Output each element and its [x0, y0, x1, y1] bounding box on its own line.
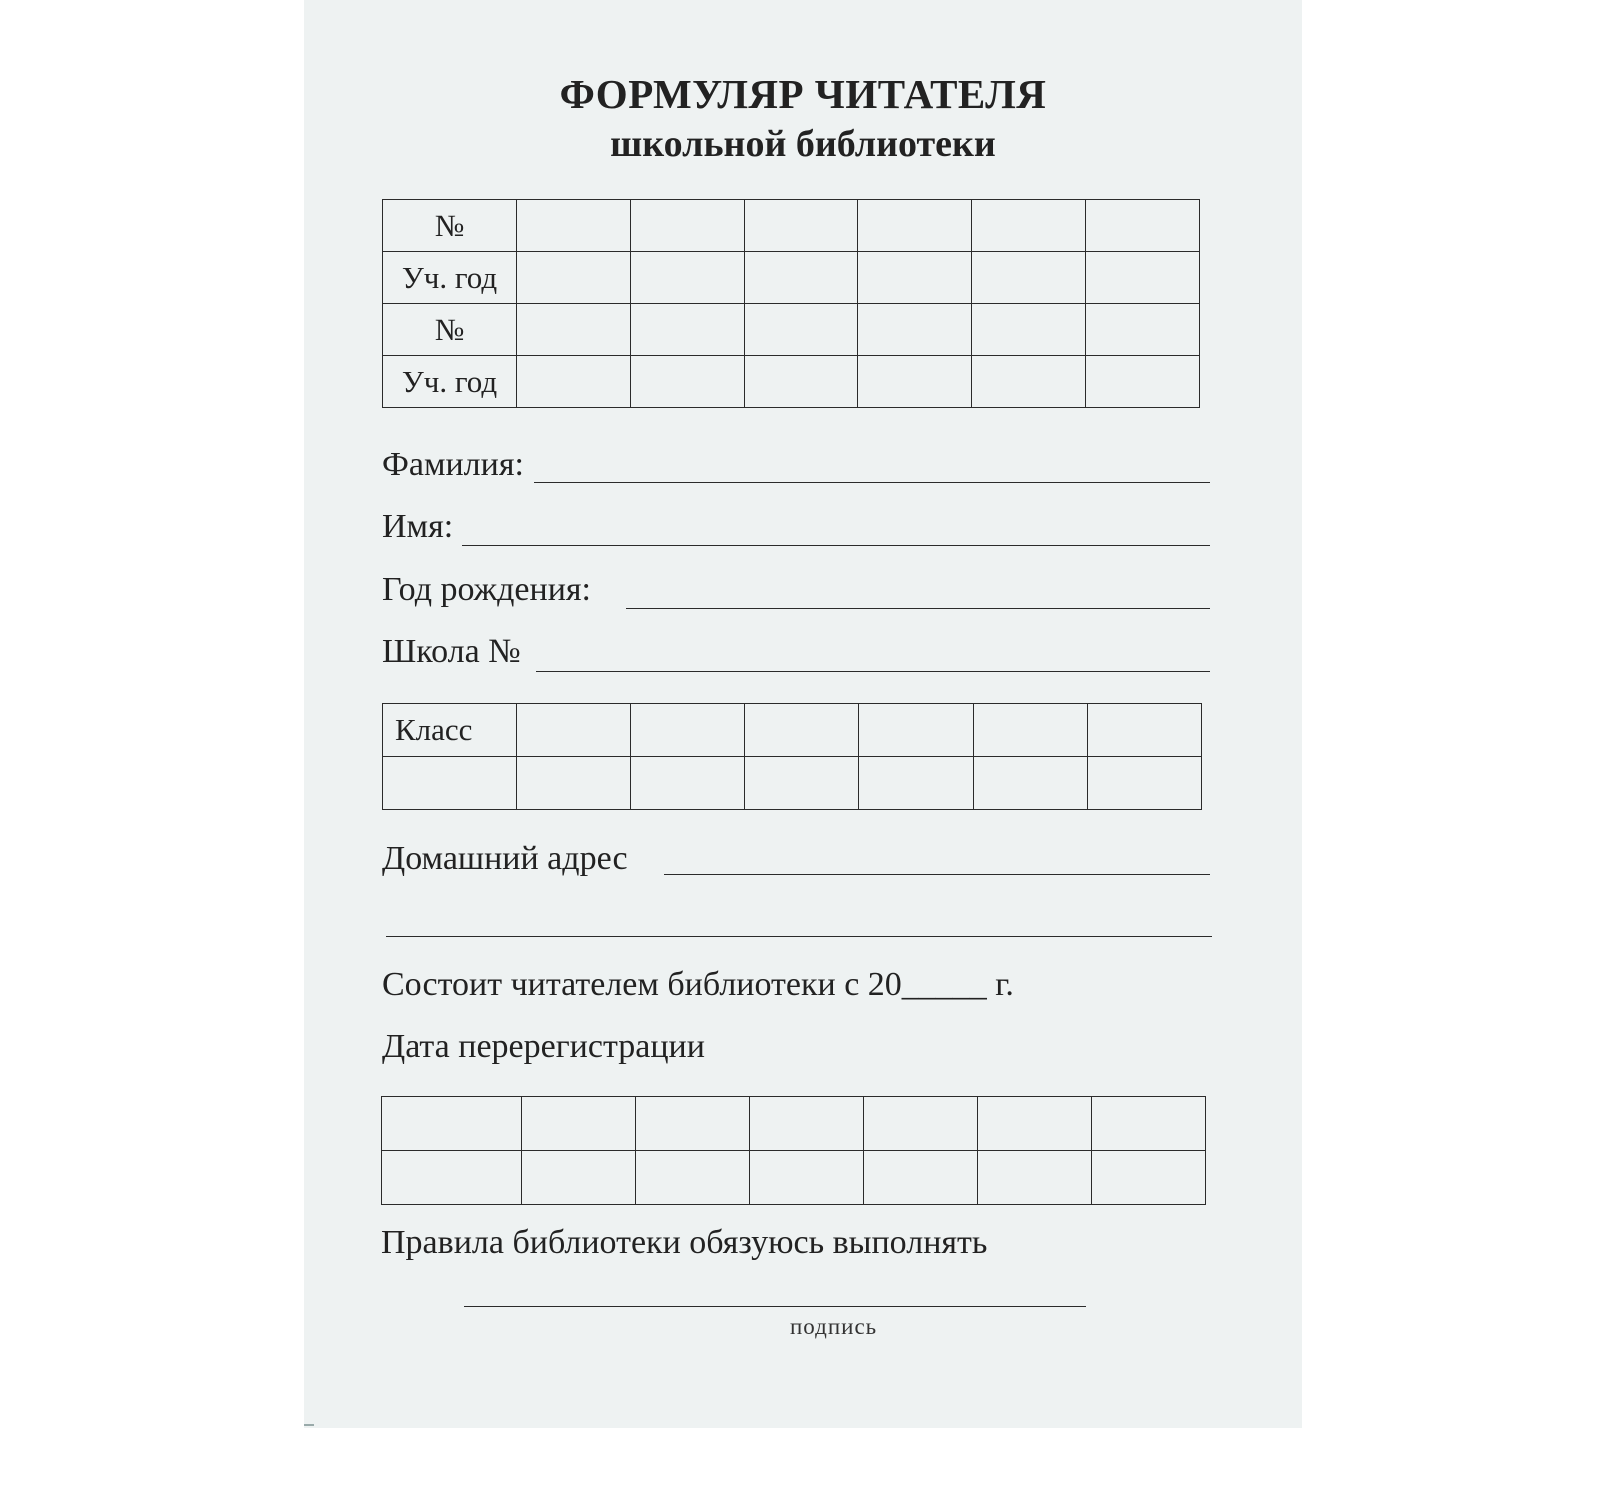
school-number-field-line[interactable]	[536, 671, 1210, 672]
surname-label: Фамилия:	[382, 446, 524, 483]
table-cell[interactable]	[517, 704, 631, 757]
table-cell[interactable]	[859, 757, 973, 810]
table-cell[interactable]	[630, 356, 744, 408]
row-label-school-year: Уч. год	[383, 252, 517, 304]
table-cell[interactable]	[972, 252, 1086, 304]
surname-field-line[interactable]	[534, 482, 1210, 483]
table-row	[383, 704, 1202, 757]
table-cell[interactable]	[745, 704, 859, 757]
reregistration-label: Дата перерегистрации	[382, 1028, 705, 1065]
school-number-label: Школа №	[382, 633, 521, 670]
table-cell[interactable]	[630, 200, 744, 252]
table-cell[interactable]	[859, 704, 973, 757]
rules-statement: Правила библиотеки обязуюсь выполнять	[381, 1224, 988, 1261]
table-cell[interactable]	[517, 252, 631, 304]
signature-caption: подпись	[790, 1314, 878, 1339]
table-cell[interactable]	[1092, 1151, 1206, 1205]
table-cell[interactable]	[972, 356, 1086, 408]
table-row	[382, 1151, 1206, 1205]
home-address-label: Домашний адрес	[382, 840, 628, 877]
table-cell[interactable]	[1086, 252, 1200, 304]
class-table	[382, 703, 1202, 810]
table-cell[interactable]	[522, 1097, 636, 1151]
table-cell[interactable]	[383, 757, 517, 810]
table-row	[383, 252, 1200, 304]
table-cell[interactable]	[1086, 356, 1200, 408]
table-cell[interactable]	[1092, 1097, 1206, 1151]
name-label: Имя:	[382, 508, 454, 545]
table-cell[interactable]	[1086, 304, 1200, 356]
year-number-table	[382, 199, 1200, 408]
table-cell[interactable]	[517, 200, 631, 252]
table-cell[interactable]	[858, 200, 972, 252]
home-address-field-line[interactable]	[664, 874, 1210, 875]
table-cell[interactable]	[750, 1151, 864, 1205]
table-cell[interactable]	[864, 1097, 978, 1151]
table-cell[interactable]	[858, 252, 972, 304]
table-cell[interactable]	[631, 704, 745, 757]
table-row	[383, 757, 1202, 810]
table-cell[interactable]	[630, 304, 744, 356]
table-cell[interactable]	[382, 1151, 522, 1205]
table-row	[383, 356, 1200, 408]
reregistration-table	[381, 1096, 1206, 1205]
table-cell[interactable]	[522, 1151, 636, 1205]
table-cell[interactable]	[864, 1151, 978, 1205]
table-cell[interactable]	[382, 1097, 522, 1151]
table-cell[interactable]	[631, 757, 745, 810]
table-row	[383, 200, 1200, 252]
table-row	[383, 304, 1200, 356]
table-cell[interactable]	[750, 1097, 864, 1151]
table-cell[interactable]	[1087, 704, 1201, 757]
table-cell[interactable]	[1086, 200, 1200, 252]
row-label-number: №	[383, 304, 517, 356]
signature-line[interactable]	[464, 1306, 1086, 1307]
table-cell[interactable]	[973, 704, 1087, 757]
table-row	[382, 1097, 1206, 1151]
table-cell[interactable]	[1087, 757, 1201, 810]
page-edge-mark	[304, 1424, 314, 1426]
table-cell[interactable]	[744, 252, 858, 304]
birth-year-label: Год рождения:	[382, 571, 591, 608]
table-cell[interactable]	[630, 252, 744, 304]
table-cell[interactable]	[636, 1151, 750, 1205]
reader-since-label: Состоит читателем библиотеки с 20_____ г.	[382, 966, 1014, 1003]
form-title: ФОРМУЛЯР ЧИТАТЕЛЯ	[559, 71, 1047, 117]
table-cell[interactable]	[973, 757, 1087, 810]
form-subtitle: школьной библиотеки	[610, 123, 996, 165]
home-address-second-line[interactable]	[386, 936, 1212, 937]
table-cell[interactable]	[744, 304, 858, 356]
table-cell[interactable]	[744, 356, 858, 408]
table-cell[interactable]	[517, 304, 631, 356]
name-field-line[interactable]	[462, 545, 1210, 546]
table-cell[interactable]	[745, 757, 859, 810]
table-cell[interactable]	[972, 304, 1086, 356]
table-cell[interactable]	[744, 200, 858, 252]
row-label-school-year: Уч. год	[383, 356, 517, 408]
table-cell[interactable]	[858, 304, 972, 356]
form-sheet	[304, 0, 1302, 1428]
class-label: Класс	[383, 704, 517, 757]
table-cell[interactable]	[978, 1097, 1092, 1151]
table-cell[interactable]	[517, 757, 631, 810]
table-cell[interactable]	[978, 1151, 1092, 1205]
table-cell[interactable]	[858, 356, 972, 408]
table-cell[interactable]	[972, 200, 1086, 252]
table-cell[interactable]	[517, 356, 631, 408]
row-label-number: №	[383, 200, 517, 252]
birth-year-field-line[interactable]	[626, 608, 1210, 609]
table-cell[interactable]	[636, 1097, 750, 1151]
